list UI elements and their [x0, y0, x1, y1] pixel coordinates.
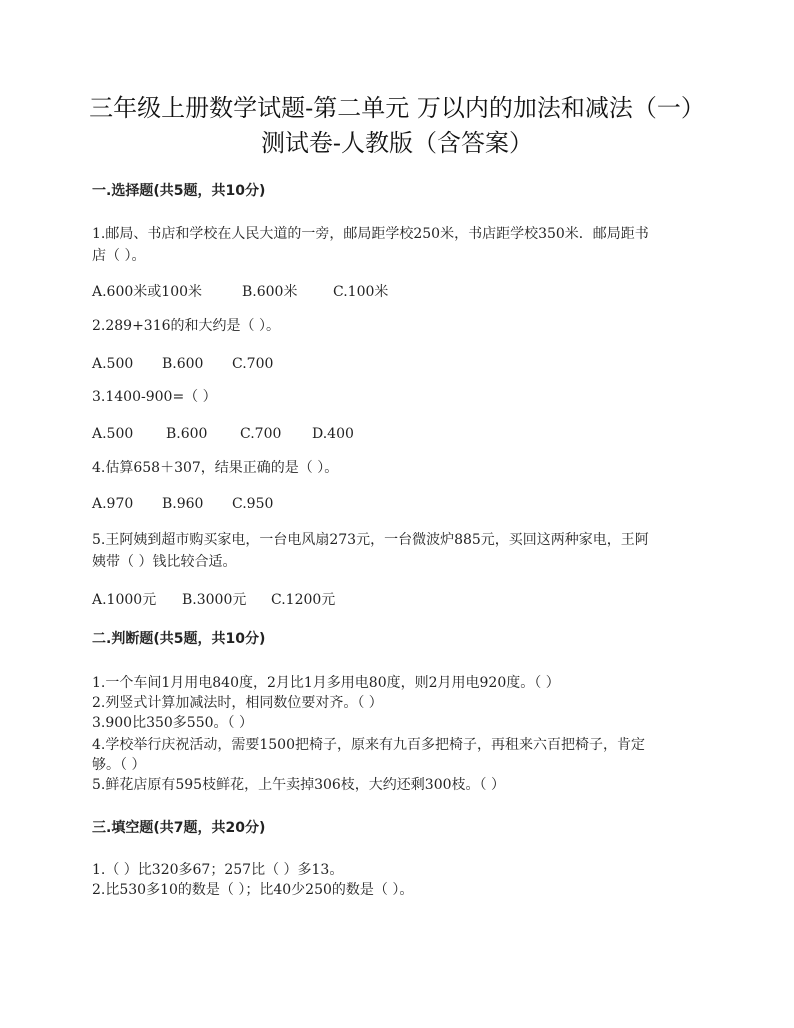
question-3-option-b: B.600	[166, 426, 208, 442]
question-4-option-c: C.950	[232, 496, 274, 512]
question-5-option-b: B.3000元	[182, 592, 247, 608]
section-heading-true-false: 二.判断题(共5题，共10分)	[92, 631, 266, 647]
question-5-option-c: C.1200元	[271, 592, 336, 608]
question-1-option-b: B.600米	[242, 284, 298, 300]
question-3-option-a: A.500	[92, 426, 134, 442]
judge-line-4-cont: 够。（ ）	[92, 757, 146, 773]
section-heading-fill-blank: 三.填空题(共7题，共20分)	[92, 820, 266, 836]
question-4-option-a: A.970	[92, 496, 134, 512]
page-title-line-2: 测试卷-人教版（含答案）	[260, 129, 534, 157]
question-3-option-d: D.400	[312, 426, 354, 442]
question-2-option-b: B.600	[162, 356, 204, 372]
question-5-option-a: A.1000元	[92, 592, 157, 608]
question-3-text: 3.1400-900=（ ）	[92, 389, 217, 405]
question-5-line-1: 5.王阿姨到超市购买家电，一台电风扇273元，一台微波炉885元，买回这两种家电，王阿	[92, 532, 649, 548]
fill-line-1: 1.（ ）比320多67；257比（ ）多13。	[92, 862, 344, 878]
question-1-option-c: C.100米	[333, 284, 389, 300]
judge-line-3: 3.900比350多550。（ ）	[92, 715, 253, 731]
question-2-text: 2.289+316的和大约是（ ）。	[92, 318, 280, 334]
judge-line-4: 4.学校举行庆祝活动，需要1500把椅子，原来有九百多把椅子，再租来六百把椅子，肯定	[92, 737, 645, 753]
question-4-text: 4.估算658＋307，结果正确的是（ ）。	[92, 460, 339, 476]
question-1-option-a: A.600米或100米	[92, 284, 203, 300]
section-heading-choice: 一.选择题(共5题，共10分)	[92, 183, 266, 199]
question-2-option-c: C.700	[232, 356, 274, 372]
page-title-line-1: 三年级上册数学试题-第二单元 万以内的加法和减法（一）	[89, 94, 705, 122]
judge-line-2: 2.列竖式计算加减法时，相同数位要对齐。（ ）	[92, 695, 383, 711]
question-1-line-2: 店（ ）。	[92, 248, 146, 264]
question-5-line-2: 姨带（ ）钱比较合适。	[92, 554, 237, 570]
judge-line-1: 1.一个车间1月用电840度，2月比1月多用电80度，则2月用电920度。（ ）	[92, 675, 560, 691]
question-3-option-c: C.700	[240, 426, 282, 442]
fill-line-2: 2.比530多10的数是（ ）；比40少250的数是（ ）。	[92, 882, 414, 898]
question-4-option-b: B.960	[162, 496, 204, 512]
question-1-line-1: 1.邮局、书店和学校在人民大道的一旁，邮局距学校250米，书店距学校350米．邮局距书	[92, 226, 649, 242]
judge-line-5: 5.鲜花店原有595枝鲜花，上午卖掉306枝，大约还剩300枝。（ ）	[92, 777, 505, 793]
question-2-option-a: A.500	[92, 356, 134, 372]
